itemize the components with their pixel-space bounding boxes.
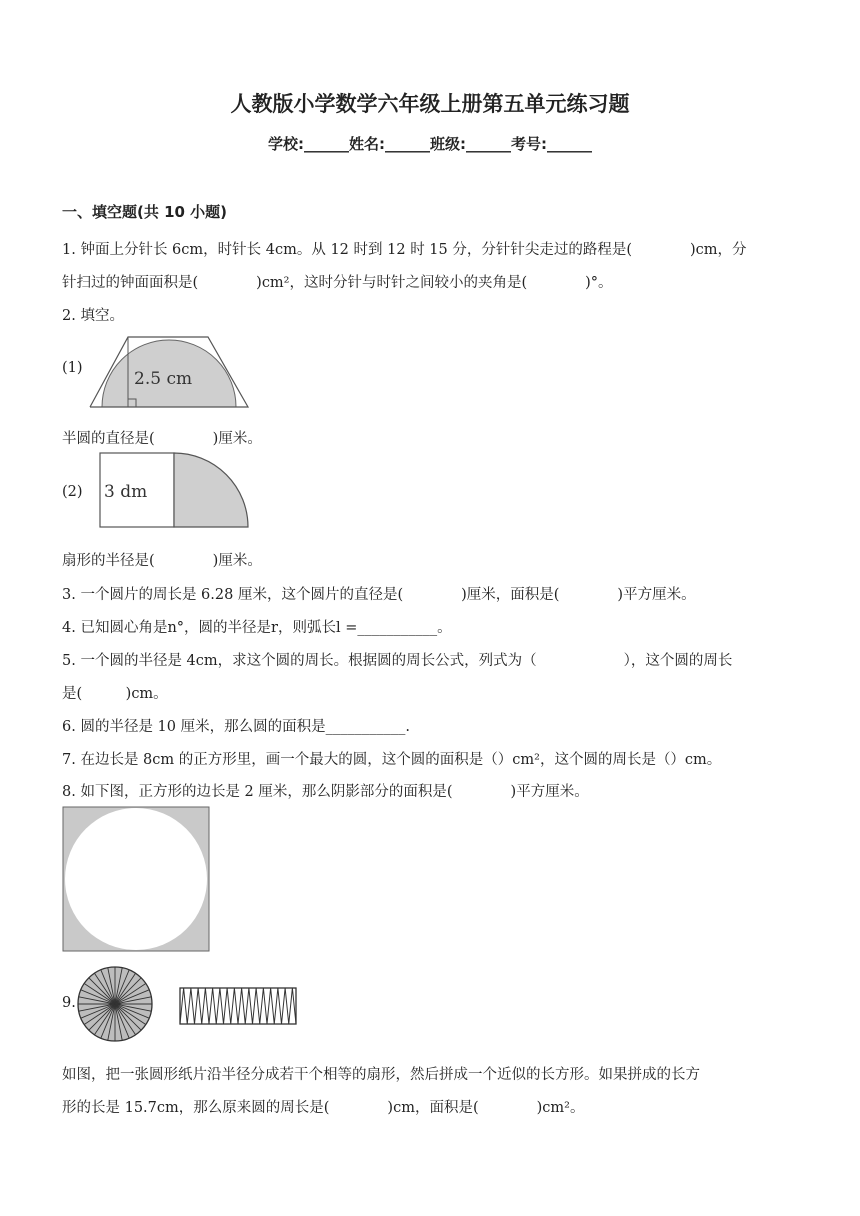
circle-to-rectangle-figure — [76, 962, 300, 1046]
q2-part2-label: (2) — [62, 484, 83, 500]
square-inscribed-circle-figure — [62, 806, 210, 952]
q2-part1-label: (1) — [62, 360, 83, 376]
semicircle-trapezoid-figure — [88, 332, 258, 410]
q9-label: 9. — [62, 995, 76, 1011]
q5-line1: 5. 一个圆的半径是 4cm，求这个圆的周长。根据圆的周长公式，列式为（ ），这个圆的周长 — [62, 653, 733, 669]
q1-line1: 1. 钟面上分针长 6cm，时针长 4cm。从 12 时到 12 时 15 分，分针针尖走过的路程是( )cm，分 — [62, 242, 747, 258]
q9-line2: 形的长是 15.7cm，那么原来圆的周长是( )cm，面积是( )cm²。 — [62, 1100, 585, 1116]
section-heading: 一、填空题(共 10 小题) — [62, 203, 228, 221]
q2-part2-answer: 扇形的半径是( )厘米。 — [62, 553, 262, 569]
part2-fig-label: 3 dm — [104, 482, 148, 502]
q2-part1-answer: 半圆的直径是( )厘米。 — [62, 431, 262, 447]
q3-text: 3. 一个圆片的周长是 6.28 厘米，这个圆片的直径是( )厘米，面积是( )平方厘米。 — [62, 587, 696, 603]
square-quarter-circle-figure — [98, 451, 252, 531]
q4-text: 4. 已知圆心角是n°，圆的半径是r，则弧长l =___________。 — [62, 620, 452, 636]
q9-line1: 如图，把一张圆形纸片沿半径分成若干个相等的扇形，然后拼成一个近似的长方形。如果拼成的长方 — [62, 1067, 700, 1083]
q1-line2: 针扫过的钟面面积是( )cm²，这时分针与时针之间较小的夹角是( )°。 — [62, 275, 613, 291]
q5-line2: 是( )cm。 — [62, 686, 168, 702]
q7-text: 7. 在边长是 8cm 的正方形里，画一个最大的圆，这个圆的面积是（）cm²，这个圆的周长是（）cm。 — [62, 752, 722, 768]
student-info-line: 学校:______姓名:______班级:______考号:______ — [268, 135, 592, 153]
q6-text: 6. 圆的半径是 10 厘米，那么圆的面积是___________. — [62, 719, 410, 735]
q2-prompt: 2. 填空。 — [62, 308, 124, 324]
page-title: 人教版小学数学六年级上册第五单元练习题 — [230, 92, 630, 116]
part1-fig-label: 2.5 cm — [134, 369, 193, 389]
q8-text: 8. 如下图，正方形的边长是 2 厘米，那么阴影部分的面积是( )平方厘米。 — [62, 784, 589, 800]
